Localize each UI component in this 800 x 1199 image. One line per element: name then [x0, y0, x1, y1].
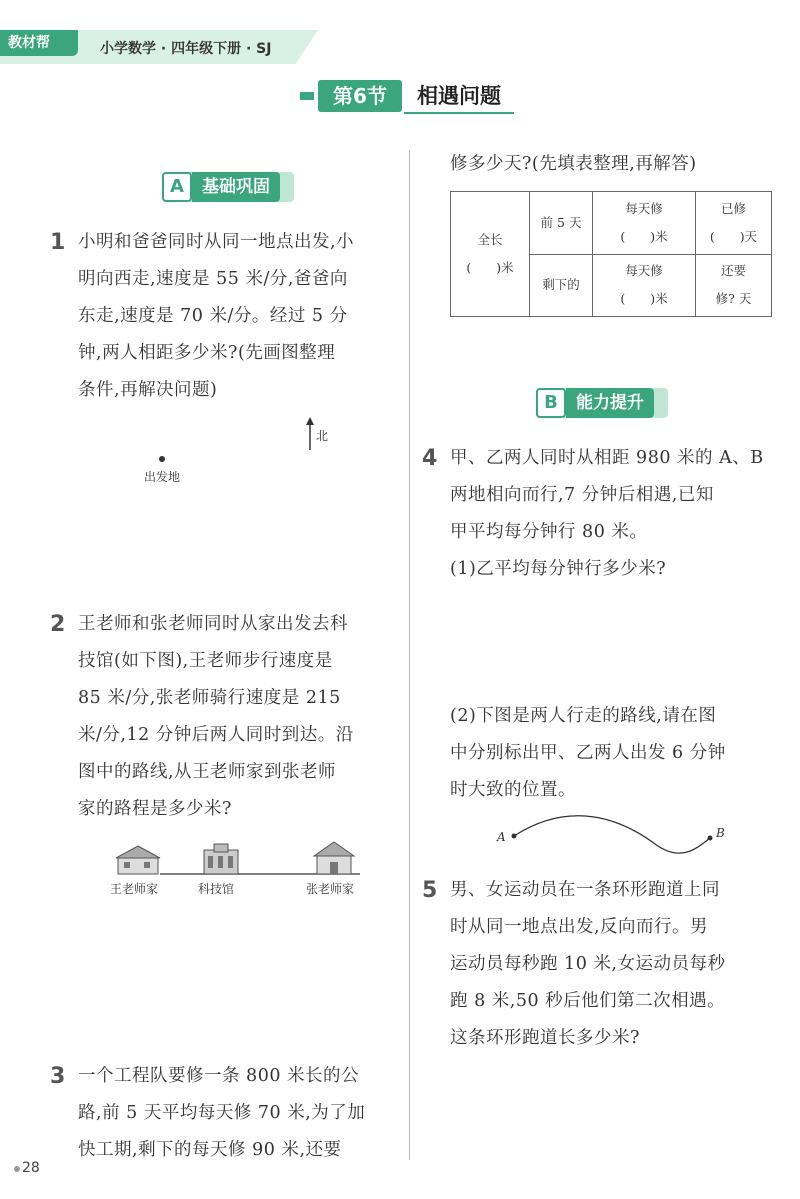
problem-3-text: 一个工程队要修一条 800 米长的公 路,前 5 天平均每天修 70 米,为了加 快工期,剩下的每天修 90 米,还要 [78, 1066, 366, 1160]
fill-rest-daily[interactable]: ( )米 [620, 291, 668, 307]
problem-4-part2: (2)下图是两人行走的路线,请在图 中分别标出甲、乙两人出发 6 分钟 时大致的位置。 [450, 706, 726, 800]
problem-5-number: 5 [422, 878, 438, 903]
point-a [512, 834, 517, 839]
problem-2-figure [110, 838, 370, 878]
page-number: 28 [22, 1160, 40, 1176]
cell-rest-daily: 每天修 ( )米 [593, 254, 696, 317]
header-tag: 教材帮 [0, 30, 78, 56]
column-divider [409, 150, 410, 1160]
problem-3-continued: 修多少天?(先填表整理,再解答) [450, 154, 697, 174]
section-decoration [300, 92, 314, 100]
arrow-head-icon [306, 417, 314, 425]
label-basic [162, 172, 294, 202]
problem-5-text: 男、女运动员在一条环形跑道上同 时从同一地点出发,反向而行。男 运动员每秒跑 10 米,女运动员每秒 跑 8 米,50 秒后他们第二次相遇。 这条环形跑道长多少米? [450, 880, 726, 1048]
cell-total: 全长 ( )米 [451, 192, 530, 317]
start-label: 出发地 [144, 470, 181, 484]
problem-1-text: 小明和爸爸同时从同一地点出发,小 明向西走,速度是 55 米/分,爸爸向 东走,速度是 70 米/分。经过 5 分 钟,两人相距多少米?(先画图整理 条件,再解决问题) [78, 232, 355, 400]
book-title: 小学数学 · 四年级下册 · SJ [100, 41, 272, 57]
label-b-letter: B [536, 388, 566, 418]
label-a-letter: A [162, 172, 192, 202]
problem-2-text: 王老师和张老师同时从家出发去科 技馆(如下图),王老师步行速度是 85 米/分,张老师骑行速度是 215 米/分,12 分钟后两人同时到达。沿 图中的路线,从王老师家到张老师 家的路程是多少米? [78, 614, 354, 819]
label-b-text: 能力提升 [566, 388, 654, 418]
page-dot [14, 1166, 20, 1172]
label-a-text: 基础巩固 [192, 172, 280, 202]
north-label: 北 [316, 429, 329, 443]
cell-rest: 剩下的 [530, 254, 593, 317]
fill-daily[interactable]: ( )米 [620, 228, 668, 244]
cell-first5: 前 5 天 [530, 192, 593, 255]
cell-done: 已修 ( )天 [696, 192, 772, 255]
point-b [708, 836, 713, 841]
problem-1-number: 1 [50, 230, 66, 255]
label-advanced [536, 388, 668, 418]
route-curve [514, 816, 710, 853]
cell-daily: 每天修 ( )米 [593, 192, 696, 255]
problem-4-text: 甲、乙两人同时从相距 980 米的 A、B 两地相向而行,7 分钟后相遇,已知 甲平均每分钟行 80 米。 (1)乙平均每分钟行多少米? [450, 448, 764, 579]
house-icon-zhang [314, 842, 354, 874]
museum-icon [204, 844, 238, 874]
house-icon-wang [116, 846, 160, 874]
cell-need: 还要 修? 天 [696, 254, 772, 317]
problem-4-route [490, 808, 740, 868]
label-museum: 科技馆 [198, 882, 235, 896]
fill-total[interactable]: ( )米 [466, 260, 514, 275]
label-zhang-home: 张老师家 [306, 882, 355, 896]
problem-4-number: 4 [422, 446, 438, 471]
problem-3-table [450, 191, 772, 317]
label-point-b: B [716, 826, 725, 840]
section-number: 第6节 [318, 80, 402, 112]
fill-done[interactable]: ( )天 [709, 228, 758, 244]
problem-3-number: 3 [50, 1064, 66, 1089]
start-point [159, 456, 165, 462]
label-wang-home: 王老师家 [110, 882, 159, 896]
label-point-a: A [497, 830, 506, 844]
section-title: 相遇问题 [404, 80, 514, 114]
problem-2-number: 2 [50, 612, 66, 637]
